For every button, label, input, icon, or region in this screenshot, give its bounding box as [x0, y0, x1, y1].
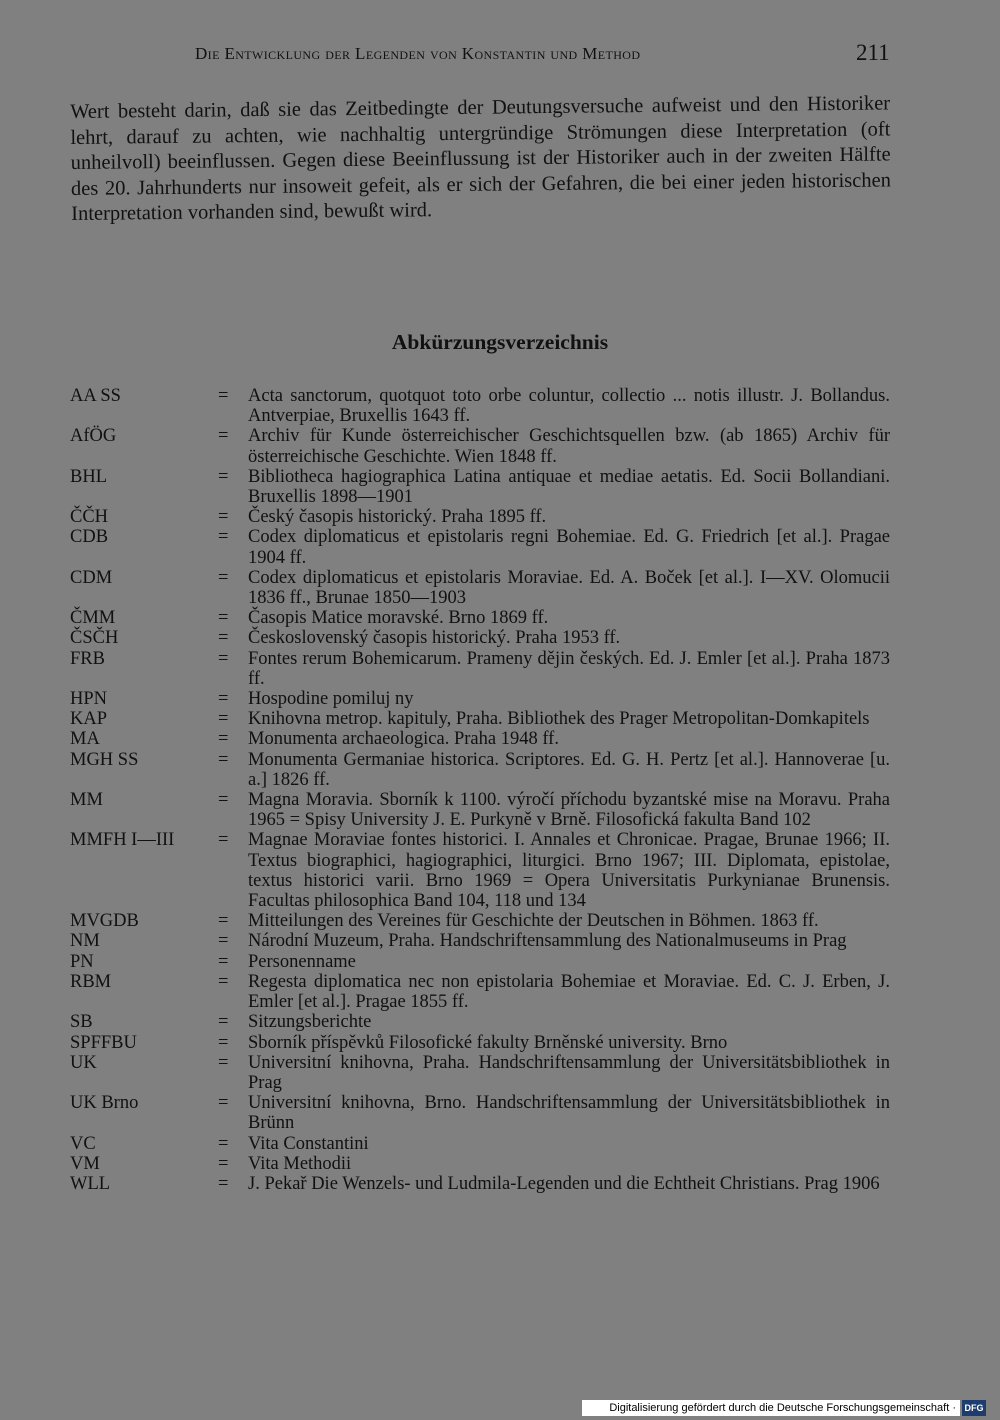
- abbreviation-entry: [70, 568, 890, 608]
- abbreviation-entry: [70, 1134, 890, 1154]
- abbreviation-entry: [70, 1012, 890, 1032]
- abbreviation-entry: [70, 709, 890, 729]
- abbreviation-definition: Universitní knihovna, Praha. Handschriftensammlung der Universitätsbibliothek in Prag: [248, 1052, 890, 1093]
- abbreviation-entry: [70, 750, 890, 790]
- abbreviation-definition: Archiv für Kunde österreichischer Geschichtsquellen bzw. (ab 1865) Archiv für österreichische Geschichte. Wien 1848 ff.: [248, 426, 890, 467]
- abbreviation-definition: Monumenta archaeologica. Praha 1948 ff.: [248, 729, 559, 750]
- abbreviation-key: WLL: [70, 1173, 111, 1194]
- abbreviation-key: KAP: [70, 709, 108, 730]
- abbreviation-definition: J. Pekař Die Wenzels- und Ludmila-Legenden und die Echtheit Christians. Prag 1906: [248, 1173, 880, 1194]
- digitization-credit: Digitalisierung gefördert durch die Deutsche Forschungsgemeinschaft ·: [582, 1400, 960, 1416]
- equals-sign: =: [218, 1052, 229, 1073]
- abbreviation-key: PN: [70, 951, 94, 972]
- abbreviation-key: HPN: [70, 689, 108, 710]
- equals-sign: =: [218, 567, 229, 588]
- abbreviation-list: [70, 386, 890, 1194]
- equals-sign: =: [218, 709, 229, 730]
- page-number: 211: [856, 40, 890, 65]
- abbreviation-key: MGH SS: [70, 749, 139, 770]
- abbreviation-definition: Národní Muzeum, Praha. Handschriftensammlung des Nationalmuseums in Prag: [248, 931, 847, 952]
- section-title: Abkürzungsverzeichnis: [391, 330, 609, 354]
- equals-sign: =: [218, 911, 229, 932]
- abbreviation-key: VC: [70, 1133, 96, 1154]
- abbreviation-entry: [70, 649, 890, 689]
- equals-sign: =: [218, 951, 229, 972]
- abbreviation-definition: Československý časopis historický. Praha 1953 ff.: [248, 628, 621, 649]
- abbreviation-definition: Mitteilungen des Vereines für Geschichte der Deutschen in Böhmen. 1863 ff.: [248, 911, 819, 932]
- abbreviation-key: ČSČH: [70, 628, 119, 649]
- abbreviation-definition: Universitní knihovna, Brno. Handschriftensammlung der Universitätsbibliothek in Brünn: [248, 1093, 890, 1134]
- abbreviation-entry: [70, 790, 890, 830]
- abbreviation-definition: Codex diplomaticus et epistolaris Moraviae. Ed. A. Boček [et al.]. I—XV. Olomucii 1836 ff., Brunae 1850—1903: [248, 567, 890, 609]
- equals-sign: =: [218, 608, 229, 629]
- abbreviation-definition: Vita Methodii: [248, 1153, 352, 1174]
- abbreviation-definition: Hospodine pomiluj ny: [248, 689, 414, 710]
- abbreviation-key: AfÖG: [70, 426, 117, 447]
- equals-sign: =: [218, 729, 229, 750]
- abbreviation-definition: Časopis Matice moravské. Brno 1869 ff.: [248, 608, 549, 629]
- abbreviation-entry: [70, 608, 890, 628]
- equals-sign: =: [218, 689, 229, 710]
- equals-sign: =: [218, 1032, 229, 1053]
- abbreviation-definition: Knihovna metrop. kapituly, Praha. Bibliothek des Prager Metropolitan-Domkapitels: [248, 709, 870, 730]
- equals-sign: =: [218, 1133, 229, 1154]
- abbreviation-definition: Personenname: [248, 951, 356, 972]
- abbreviation-definition: Magna Moravia. Sborník k 1100. výročí příchodu byzantské mise na Moravu. Praha 1965 = Spisy University J. E. Purkyně v Brně. Filosofická fakulta Band 102: [248, 790, 890, 831]
- abbreviation-definition: Český časopis historický. Praha 1895 ff.: [248, 507, 547, 528]
- abbreviation-entry: [70, 972, 890, 1012]
- abbreviation-key: MA: [70, 729, 100, 750]
- abbreviation-entry: [70, 507, 890, 527]
- equals-sign: =: [218, 648, 229, 669]
- dfg-logo: DFG: [962, 1400, 986, 1416]
- abbreviation-entry: [70, 426, 890, 466]
- abbreviation-entry: [70, 729, 890, 749]
- abbreviation-definition: Sborník příspěvků Filosofické fakulty Brněnské university. Brno: [248, 1032, 728, 1053]
- abbreviation-definition: Monumenta Germaniae historica. Scriptores. Ed. G. H. Pertz [et al.]. Hannoverae [u. a.] 1826 ff.: [248, 749, 890, 790]
- abbreviation-entry: [70, 1053, 890, 1093]
- abbreviation-key: UK Brno: [70, 1093, 139, 1114]
- abbreviation-definition: Fontes rerum Bohemicarum. Prameny dějin českých. Ed. J. Emler [et al.]. Praha 1873 ff.: [248, 648, 890, 689]
- abbreviation-entry: [70, 830, 890, 911]
- running-head: [195, 40, 895, 74]
- abbreviation-entry: [70, 1033, 890, 1053]
- body-paragraph: Wert besteht darin, daß sie das Zeitbedingte der Deutungsversuche aufweist und den Historiker lehrt, darauf zu achten, wie nachhaltig untergründige Strömungen diese Interpretation (oft unheilvoll) beeinflussen. Gegen diese Beeinflussung ist der Historiker auch in der zweiten Hälfte des 20. Jahrhunderts nur insoweit gefeit, als er sich der Gefahren, die bei einer jeden historischen Interpretation vorhanden sind, bewußt wird.: [70, 92, 891, 225]
- abbreviation-key: FRB: [70, 648, 105, 669]
- abbreviation-key: MM: [70, 790, 103, 811]
- abbreviation-entry: [70, 931, 890, 951]
- equals-sign: =: [218, 749, 229, 770]
- equals-sign: =: [218, 507, 229, 528]
- equals-sign: =: [218, 971, 229, 992]
- abbreviation-key: CDB: [70, 527, 109, 548]
- equals-sign: =: [218, 830, 229, 851]
- abbreviation-definition: Codex diplomaticus et epistolaris regni Bohemiae. Ed. G. Friedrich [et al.]. Pragae 1904 ff.: [248, 527, 890, 568]
- equals-sign: =: [218, 527, 229, 548]
- abbreviation-entry: [70, 628, 890, 648]
- abbreviation-key: NM: [70, 931, 100, 952]
- abbreviation-key: ČMM: [70, 608, 116, 629]
- abbreviation-definition: Acta sanctorum, quotquot toto orbe coluntur, collectio ... notis illustr. J. Bollandus. Antverpiae, Bruxellis 1643 ff.: [248, 386, 890, 427]
- equals-sign: =: [218, 790, 229, 811]
- abbreviation-definition: Magnae Moraviae fontes historici. I. Annales et Chronicae. Pragae, Brunae 1966; II. Textus biographici, hagiographici, liturgici. Brno 1967; III. Diplomata, epistolae, textus historici varii. Brno 1969 = Opera Universitatis Purkynianae Brunensis. Facultas philosophica Band 104, 118 und 134: [248, 830, 890, 912]
- abbreviation-key: MMFH I—III: [70, 830, 175, 851]
- abbreviation-definition: Sitzungsberichte: [248, 1012, 372, 1033]
- abbreviation-key: SB: [70, 1012, 93, 1033]
- abbreviation-key: VM: [70, 1153, 100, 1174]
- running-title: Die Entwicklung der Legenden von Konstantin und Method: [195, 44, 641, 63]
- abbreviation-entry: [70, 689, 890, 709]
- equals-sign: =: [218, 466, 229, 487]
- abbreviation-key: AA SS: [70, 386, 121, 406]
- abbreviation-entry: [70, 1093, 890, 1133]
- equals-sign: =: [218, 1012, 229, 1033]
- abbreviation-entry: [70, 911, 890, 931]
- equals-sign: =: [218, 426, 229, 447]
- abbreviation-entry: [70, 527, 890, 567]
- abbreviation-definition: Vita Constantini: [248, 1133, 369, 1154]
- abbreviation-entry: [70, 467, 890, 507]
- equals-sign: =: [218, 1173, 229, 1194]
- equals-sign: =: [218, 1153, 229, 1174]
- abbreviation-entry: [70, 952, 890, 972]
- equals-sign: =: [218, 1093, 229, 1114]
- abbreviation-definition: Bibliotheca hagiographica Latina antiquae et mediae aetatis. Ed. Socii Bollandiani. Bruxellis 1898—1901: [248, 466, 890, 508]
- abbreviation-key: SPFFBU: [70, 1032, 137, 1053]
- equals-sign: =: [218, 386, 229, 406]
- abbreviation-key: MVGDB: [70, 911, 139, 932]
- equals-sign: =: [218, 931, 229, 952]
- abbreviation-entry: [70, 386, 890, 426]
- abbreviation-definition: Regesta diplomatica nec non epistolaria Bohemiae et Moraviae. Ed. C. J. Erben, J. Emler [et al.]. Pragae 1855 ff.: [248, 971, 890, 1013]
- abbreviation-key: BHL: [70, 466, 107, 487]
- abbreviation-key: UK: [70, 1052, 97, 1073]
- abbreviation-key: CDM: [70, 567, 113, 588]
- abbreviation-key: ČČH: [70, 507, 109, 528]
- abbreviation-key: RBM: [70, 971, 112, 992]
- abbreviation-entry: [70, 1174, 890, 1194]
- abbreviation-entry: [70, 1154, 890, 1174]
- equals-sign: =: [218, 628, 229, 649]
